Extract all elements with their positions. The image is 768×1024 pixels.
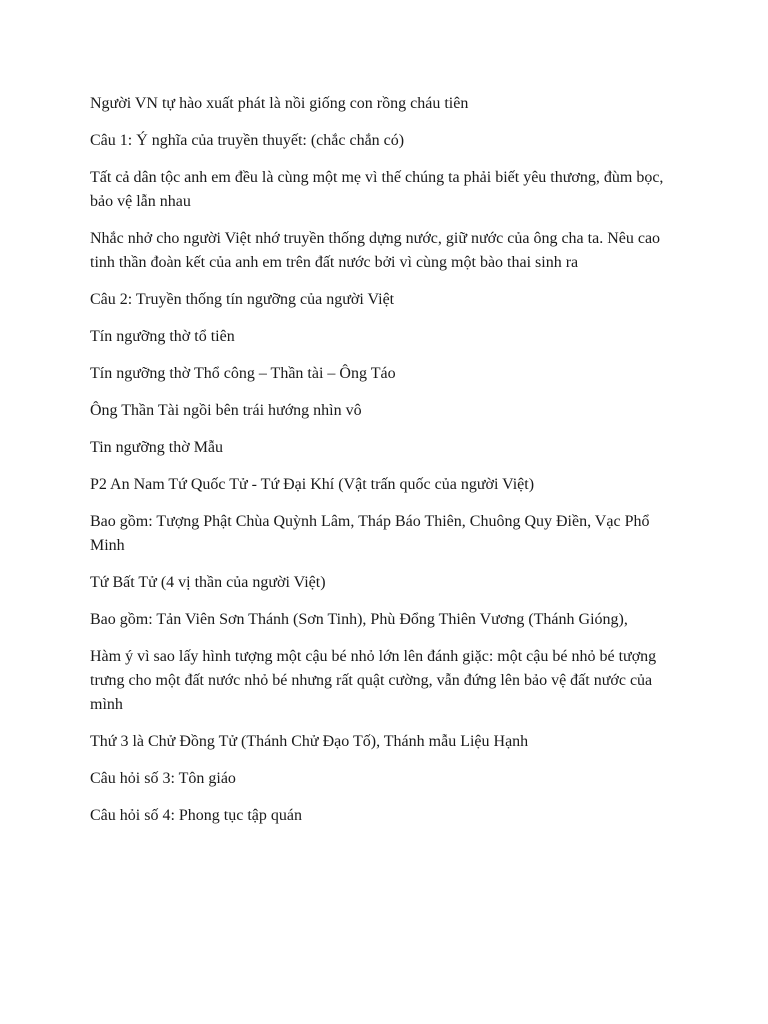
paragraph-immortals-list: Bao gồm: Tản Viên Sơn Thánh (Sơn Tinh), Phù Đổng Thiên Vương (Thánh Gióng), (90, 611, 628, 628)
paragraph-household-gods: Tín ngưỡng thờ Thổ công – Thần tài – Ông Táo (90, 365, 396, 382)
document-body (90, 92, 682, 841)
paragraph-question-4: Câu hỏi số 4: Phong tục tập quán (90, 807, 302, 824)
paragraph-question-1: Câu 1: Ý nghĩa của truyền thuyết: (chắc chắn có) (90, 132, 405, 149)
paragraph-mother-worship: Tin ngưỡng thờ Mẫu (90, 439, 224, 456)
paragraph-part-2: P2 An Nam Tứ Quốc Tử - Tứ Đại Khí (Vật trấn quốc của người Việt) (90, 476, 535, 493)
paragraph-four-immortals: Tứ Bất Tử (4 vị thần của người Việt) (90, 574, 326, 591)
paragraph-origin: Người VN tự hào xuất phát là nồi giống con rồng cháu tiên (90, 95, 469, 112)
paragraph-third-immortal: Thứ 3 là Chử Đồng Tử (Thánh Chử Đạo Tố), Thánh mẫu Liệu Hạnh (90, 733, 529, 750)
paragraph-four-treasures: Bao gồm: Tượng Phật Chùa Quỳnh Lâm, Tháp Báo Thiên, Chuông Quy Điền, Vạc Phổ Minh (90, 513, 650, 554)
paragraph-question-3: Câu hỏi số 3: Tôn giáo (90, 770, 236, 787)
paragraph-god-of-wealth: Ông Thần Tài ngồi bên trái hướng nhìn vô (90, 402, 362, 419)
paragraph-meaning-tradition: Nhắc nhở cho người Việt nhớ truyền thống dựng nước, giữ nước của ông cha ta. Nêu cao tinh thần đoàn kết của anh em trên đất nước bởi vì cùng một bào thai sinh ra (90, 230, 661, 271)
paragraph-question-2: Câu 2: Truyền thống tín ngưỡng của người Việt (90, 291, 395, 308)
paragraph-ancestor-worship: Tín ngưỡng thờ tổ tiên (90, 328, 235, 345)
paragraph-giong-meaning: Hàm ý vì sao lấy hình tượng một cậu bé nhỏ lớn lên đánh giặc: một cậu bé nhỏ bé tượng trưng cho một đất nước nhỏ bé nhưng rất quật cường, vẫn đứng lên bảo vệ đất nước của mình (90, 648, 657, 713)
paragraph-meaning-unity: Tất cả dân tộc anh em đều là cùng một mẹ vì thế chúng ta phải biết yêu thương, đùm bọc, bảo vệ lẫn nhau (90, 169, 664, 210)
